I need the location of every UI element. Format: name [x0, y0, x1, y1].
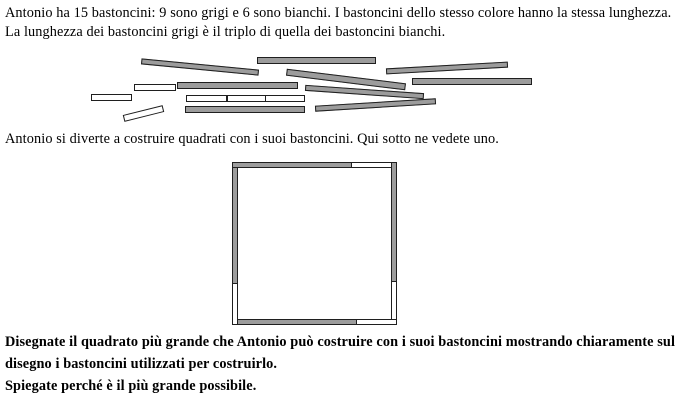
white-stick-5 [227, 95, 266, 102]
square-bottom-white [356, 319, 397, 325]
gray-stick-3 [286, 68, 406, 90]
square-intro-paragraph: Antonio si diverte a costruire quadrati con i suoi bastoncini. Qui sotto ne vedete uno. [5, 131, 499, 147]
task-instruction-paragraph: Disegnate il quadrato più grande che Antonio può costruire con i suoi bastoncini mostrando chiaramente sul disegno i bastoncini utilizzati per costruirlo. [5, 334, 676, 372]
gray-stick-5 [412, 78, 532, 85]
gray-stick-2 [257, 57, 376, 64]
gray-stick-1 [141, 58, 259, 75]
gray-stick-8 [314, 98, 435, 111]
square-right-gray [391, 162, 397, 282]
white-stick-1 [134, 84, 176, 91]
square-top-gray [232, 162, 352, 168]
task-explain-paragraph: Spiegate perché è il più grande possibile. [5, 378, 257, 394]
gray-stick-6 [177, 82, 298, 89]
square-left-white [232, 283, 238, 325]
white-stick-3 [123, 105, 164, 122]
square-right-white [391, 281, 397, 320]
white-stick-6 [265, 95, 305, 102]
gray-stick-9 [185, 106, 305, 113]
white-stick-4 [186, 95, 227, 102]
square-left-gray [232, 167, 238, 284]
problem-statement-paragraph: Antonio ha 15 bastoncini: 9 sono grigi e 6 sono bianchi. I bastoncini dello stesso colore hanno la stessa lunghezza. La lunghezza dei bastoncini grigi è il triplo di quella dei bastoncini bianchi. [5, 5, 672, 40]
square-bottom-gray [237, 319, 357, 325]
gray-stick-4 [386, 62, 508, 75]
square-top-white [351, 162, 392, 168]
gray-stick-7 [304, 85, 423, 99]
white-stick-2 [91, 94, 132, 101]
